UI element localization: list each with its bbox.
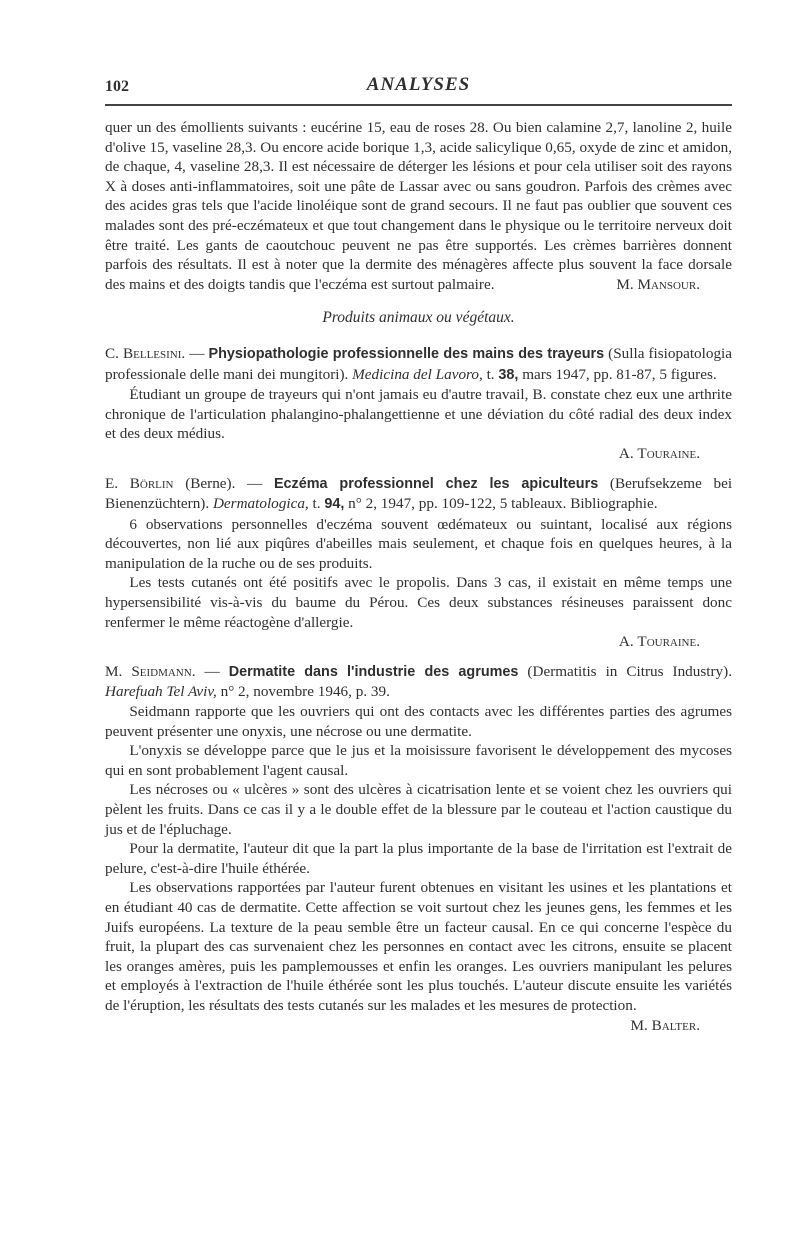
abstract-entry-3 (105, 662, 732, 1035)
entry-2-volume-prefix: t. (312, 495, 321, 513)
page-header (105, 74, 732, 110)
entry-2-signature-name: Touraine. (637, 633, 700, 651)
entry-1-journal: Medicina del Lavoro, (352, 365, 483, 383)
entry-3-citation (105, 662, 732, 702)
page-content (105, 118, 732, 1035)
entry-2-signature (105, 632, 732, 652)
entry-1-signature-prefix: A. (618, 444, 634, 462)
section-heading: Produits animaux ou végétaux. (322, 309, 515, 327)
entry-2-signature-prefix: A. (618, 633, 634, 651)
entry-2-citation-rest: n° 2, 1947, pp. 109-122, 5 tableaux. Bibliographie. (348, 495, 658, 513)
entry-3-paragraph-4: Pour la dermatite, l'auteur dit que la part la plus importante de la base de l'irritation est l'extrait de pelure, c'est-à-dire l'huile éthérée. (105, 840, 732, 877)
entry-2-dash: — (247, 474, 263, 492)
entry-3-journal: Harefuah Tel Aviv, (105, 683, 217, 701)
entry-1-volume-prefix: t. (486, 365, 495, 383)
entry-3-paragraph-1: Seidmann rapporte que les ouvriers qui ont des contacts avec les différentes parties des agrumes peuvent présenter une onyxis, une nécrose ou une dermatite. (105, 703, 732, 740)
entry-2-paragraph-2: Les tests cutanés ont été positifs avec le propolis. Dans 3 cas, il existait en même temps une hypersensibilité vis-à-vis du baume du Pérou. Ces deux substances résineuses paraissent donc renfermer le même réactogène d'allergie. (105, 574, 732, 631)
entry-1-original-title: (Sulla fisiopatologia professionale delle mani dei mungitori). (105, 344, 733, 383)
running-title: ANALYSES (366, 74, 471, 95)
entry-2-author-initial: E. (105, 474, 119, 492)
abstract-entry-2 (105, 474, 732, 652)
intro-signature-prefix: M. (616, 275, 634, 293)
entry-1-dash: — (189, 344, 205, 362)
entry-2-author-name: Börlin (129, 474, 174, 492)
entry-2-paragraph-1: 6 observations personnelles d'eczéma souvent œdémateux ou suintant, localisé aux régions découvertes, non lié aux piqûres d'abeilles mais seulement, et chaque fois en quelques heures, à la manipulation de la ruche ou de ses produits. (105, 515, 732, 572)
entry-3-title: Dermatite dans l'industrie des agrumes (228, 663, 519, 680)
abstract-entry-1 (105, 344, 732, 464)
entry-3-signature (606, 1016, 732, 1036)
intro-paragraph (105, 118, 732, 294)
entry-2-title: Eczéma professionnel chez les apiculteurs (273, 475, 599, 492)
entry-1-citation-rest: mars 1947, pp. 81-87, 5 figures. (522, 365, 717, 383)
entry-2-citation (105, 474, 732, 515)
entry-1-volume: 38, (498, 366, 519, 383)
entry-3-author-name: Seidmann. (131, 662, 196, 680)
entry-1-signature-name: Touraine. (637, 444, 700, 462)
entry-3-paragraph-5-text: Les observations rapportées par l'auteur furent obtenues en visitant les usines et les plantations et en étudiant 40 cas de dermatite. Cette affection se voit surtout chez les jeunes gens, les femmes et les Juifs européens. La texture de la peau semble être un facteur causal. En ce qui concerne l'espèce du fruit, la plupart des cas survenaient chez les personnes en contact avec les citrons, ensuite se placent les oranges amères, puis les pamplemousses et enfin les oranges. Les ouvriers manipulant les pelures et employés à l'extraction de l'huile éthérée sont les plus touchés. L'auteur discute ensuite les variétés de l'éruption, les résultats des tests cutanés sur les malades et les mesures de protection. (105, 879, 732, 1014)
entry-1-author-name: Bellesini. (123, 344, 186, 362)
entry-3-paragraph-3: Les nécroses ou « ulcères » sont des ulcères à cicatrisation lente et se voient chez les ouvriers qui pèlent les fruits. Dans ce cas il y a le double effet de la blessure par le couteau et l'action caustique du jus et de l'épluchage. (105, 781, 732, 838)
entry-3-citation-rest: n° 2, novembre 1946, p. 39. (220, 683, 390, 701)
entry-3-paragraph-5 (105, 878, 732, 1034)
entry-3-author-initial: M. (105, 662, 123, 680)
entry-1-author-initial: C. (105, 344, 119, 362)
entry-2-volume: 94, (324, 496, 345, 513)
header-rule (105, 104, 732, 106)
entry-1-paragraph: Étudiant un groupe de trayeurs qui n'ont jamais eu d'autre travail, B. constate chez eux une arthrite chronique de l'articulation phalangino-phalangettienne et une déviation du côté radial des deux index et des deux médius. (105, 386, 732, 443)
entry-2-author-location: (Berne). (185, 474, 236, 492)
intro-signature-name: Mansour. (637, 275, 700, 293)
entry-3-signature-prefix: M. (630, 1016, 648, 1034)
page-number: 102 (105, 78, 129, 95)
entry-3-original-title: (Dermatitis in Citrus Industry). (527, 662, 732, 680)
entry-1-signature (105, 444, 732, 464)
intro-text: quer un des émollients suivants : eucérine 15, eau de roses 28. Ou bien calamine 2,7, lanoline 2, huile d'olive 15, vaseline 28,3. Ou encore acide borique 1,3, acide salicylique 0,65, oxyde de zinc et amidon, de chaque, 4, vaseline 28,3. Il est nécessaire de déterger les lésions et pour cela utiliser soit des rayons X à doses anti-inflammatoires, soit une pâte de Lassar avec ou sans goudron. Parfois des crèmes avec des acides gras tels que l'acide linoléique sont de grand secours. Il ne faut pas oublier que souvent ces malades sont des pré-eczémateux et que tout changement dans le physique ou le territoire nerveux doit être traité. Les gants de caoutchouc peuvent ne pas être supportés. Les crèmes barrières donnent parfois des résultats. Il est à noter que la dermite des ménagères affecte plus souvent la face dorsale des mains et des doigts tandis que l'eczéma est surtout palmaire. (105, 119, 732, 293)
entry-1-citation (105, 344, 732, 385)
intro-signature (616, 275, 732, 295)
entry-3-signature-name: Balter. (651, 1016, 700, 1034)
entry-3-dash: — (204, 662, 220, 680)
entry-3-paragraph-2: L'onyxis se développe parce que le jus et la moisissure favorisent le développement des mycoses qui en sont probablement l'agent causal. (105, 742, 732, 779)
intro-abstract (105, 118, 732, 294)
entry-2-original-title: (Berufsekzeme bei Bienenzüchtern). (105, 474, 733, 513)
entry-2-journal: Dermatologica, (212, 495, 309, 513)
entry-1-title: Physiopathologie professionnelle des mains des trayeurs (208, 345, 605, 362)
